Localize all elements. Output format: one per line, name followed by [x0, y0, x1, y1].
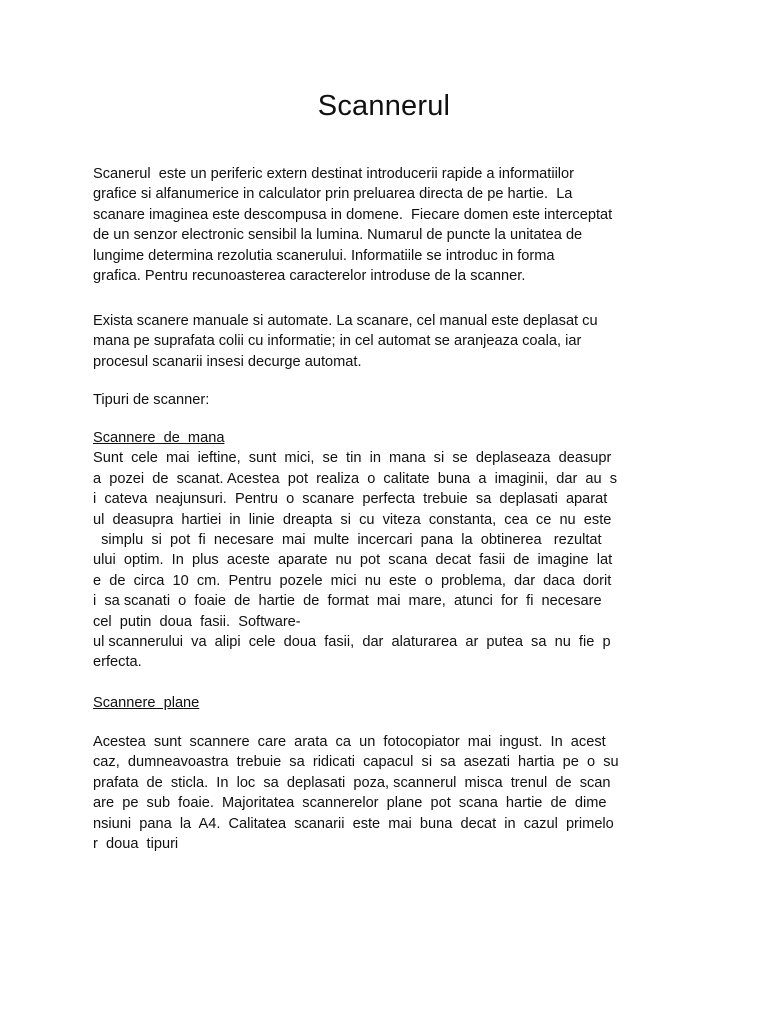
paragraph-line: caz, dumneavoastra trebuie sa ridicati capacul si sa asezati hartia pe o su — [93, 754, 619, 771]
intro-paragraph — [93, 164, 673, 286]
document-title: Scannerul — [317, 90, 451, 122]
paragraph-line: Exista scanere manuale si automate. La scanare, cel manual este deplasat cu — [93, 313, 598, 329]
paragraph-line: ului optim. In plus aceste aparate nu pot scana decat fasii de imagine lat — [93, 552, 613, 569]
types-heading: Tipuri de scanner: — [93, 392, 210, 408]
section-flatbed-scanners — [93, 732, 673, 854]
paragraph-line: ul scannerului va alipi cele doua fasii, dar alaturarea ar putea sa nu fie p — [93, 633, 611, 650]
paragraph-line: mana pe suprafata colii cu informatie; in cel automat se aranjeaza coala, iar — [93, 333, 582, 350]
paragraph-line: de un senzor electronic sensibil la lumina. Numarul de puncte la unitatea de — [93, 227, 583, 244]
paragraph-line: i cateva neajunsuri. Pentru o scanare perfecta trebuie sa deplasati aparat — [93, 491, 608, 508]
paragraph-line: prafata de sticla. In loc sa deplasati poza, scannerul misca trenul de scan — [93, 774, 611, 791]
paragraph-line: i sa scanati o foaie de hartie de format mai mare, atunci for fi necesare — [93, 593, 602, 610]
paragraph-line: are pe sub foaie. Majoritatea scannerelor plane pot scana hartie de dime — [93, 795, 607, 812]
paragraph-line: cel putin doua fasii. Software- — [93, 613, 301, 630]
paragraph-line: Acestea sunt scannere care arata ca un fotocopiator mai ingust. In acest — [93, 734, 606, 750]
section-heading-flatbed-scanners: Scannere plane — [93, 695, 200, 711]
paragraph-line: nsiuni pana la A4. Calitatea scanarii este mai buna decat in cazul primelo — [93, 815, 614, 832]
paragraph-line: lungime determina rezolutia scanerului. Informatiile se introduc in forma — [93, 247, 555, 264]
section-flatbed-heading-block — [93, 693, 673, 713]
paragraph-line: ul deasupra hartiei in linie dreapta si cu viteza constanta, cea ce nu este — [93, 511, 612, 528]
types-heading-block — [93, 390, 673, 410]
section-hand-scanners — [93, 428, 673, 673]
paragraph-line: a pozei de scanat. Acestea pot realiza o calitate buna a imaginii, dar au s — [93, 470, 618, 487]
paragraph-line: e de circa 10 cm. Pentru pozele mici nu este o problema, dar daca dorit — [93, 572, 612, 589]
paragraph-line: grafice si alfanumerice in calculator prin preluarea directa de pe hartie. La — [93, 186, 573, 203]
manual-automatic-paragraph — [93, 311, 673, 372]
paragraph-line: simplu si pot fi necesare mai multe incercari pana la obtinerea rezultat — [93, 531, 602, 548]
paragraph-line: procesul scanarii insesi decurge automat. — [93, 353, 362, 370]
paragraph-line: r doua tipuri — [93, 835, 179, 852]
section-heading-hand-scanners: Scannere de mana — [93, 430, 225, 446]
paragraph-line: erfecta. — [93, 654, 142, 671]
paragraph-line: Sunt cele mai ieftine, sunt mici, se tin in mana si se deplaseaza deasupr — [93, 450, 612, 467]
paragraph-line: scanare imaginea este descompusa in domene. Fiecare domen este interceptat — [93, 206, 613, 223]
paragraph-line: grafica. Pentru recunoasterea caracterelor introduse de la scanner. — [93, 267, 526, 284]
paragraph-line: Scanerul este un periferic extern destinat introducerii rapide a informatiilor — [93, 166, 575, 182]
